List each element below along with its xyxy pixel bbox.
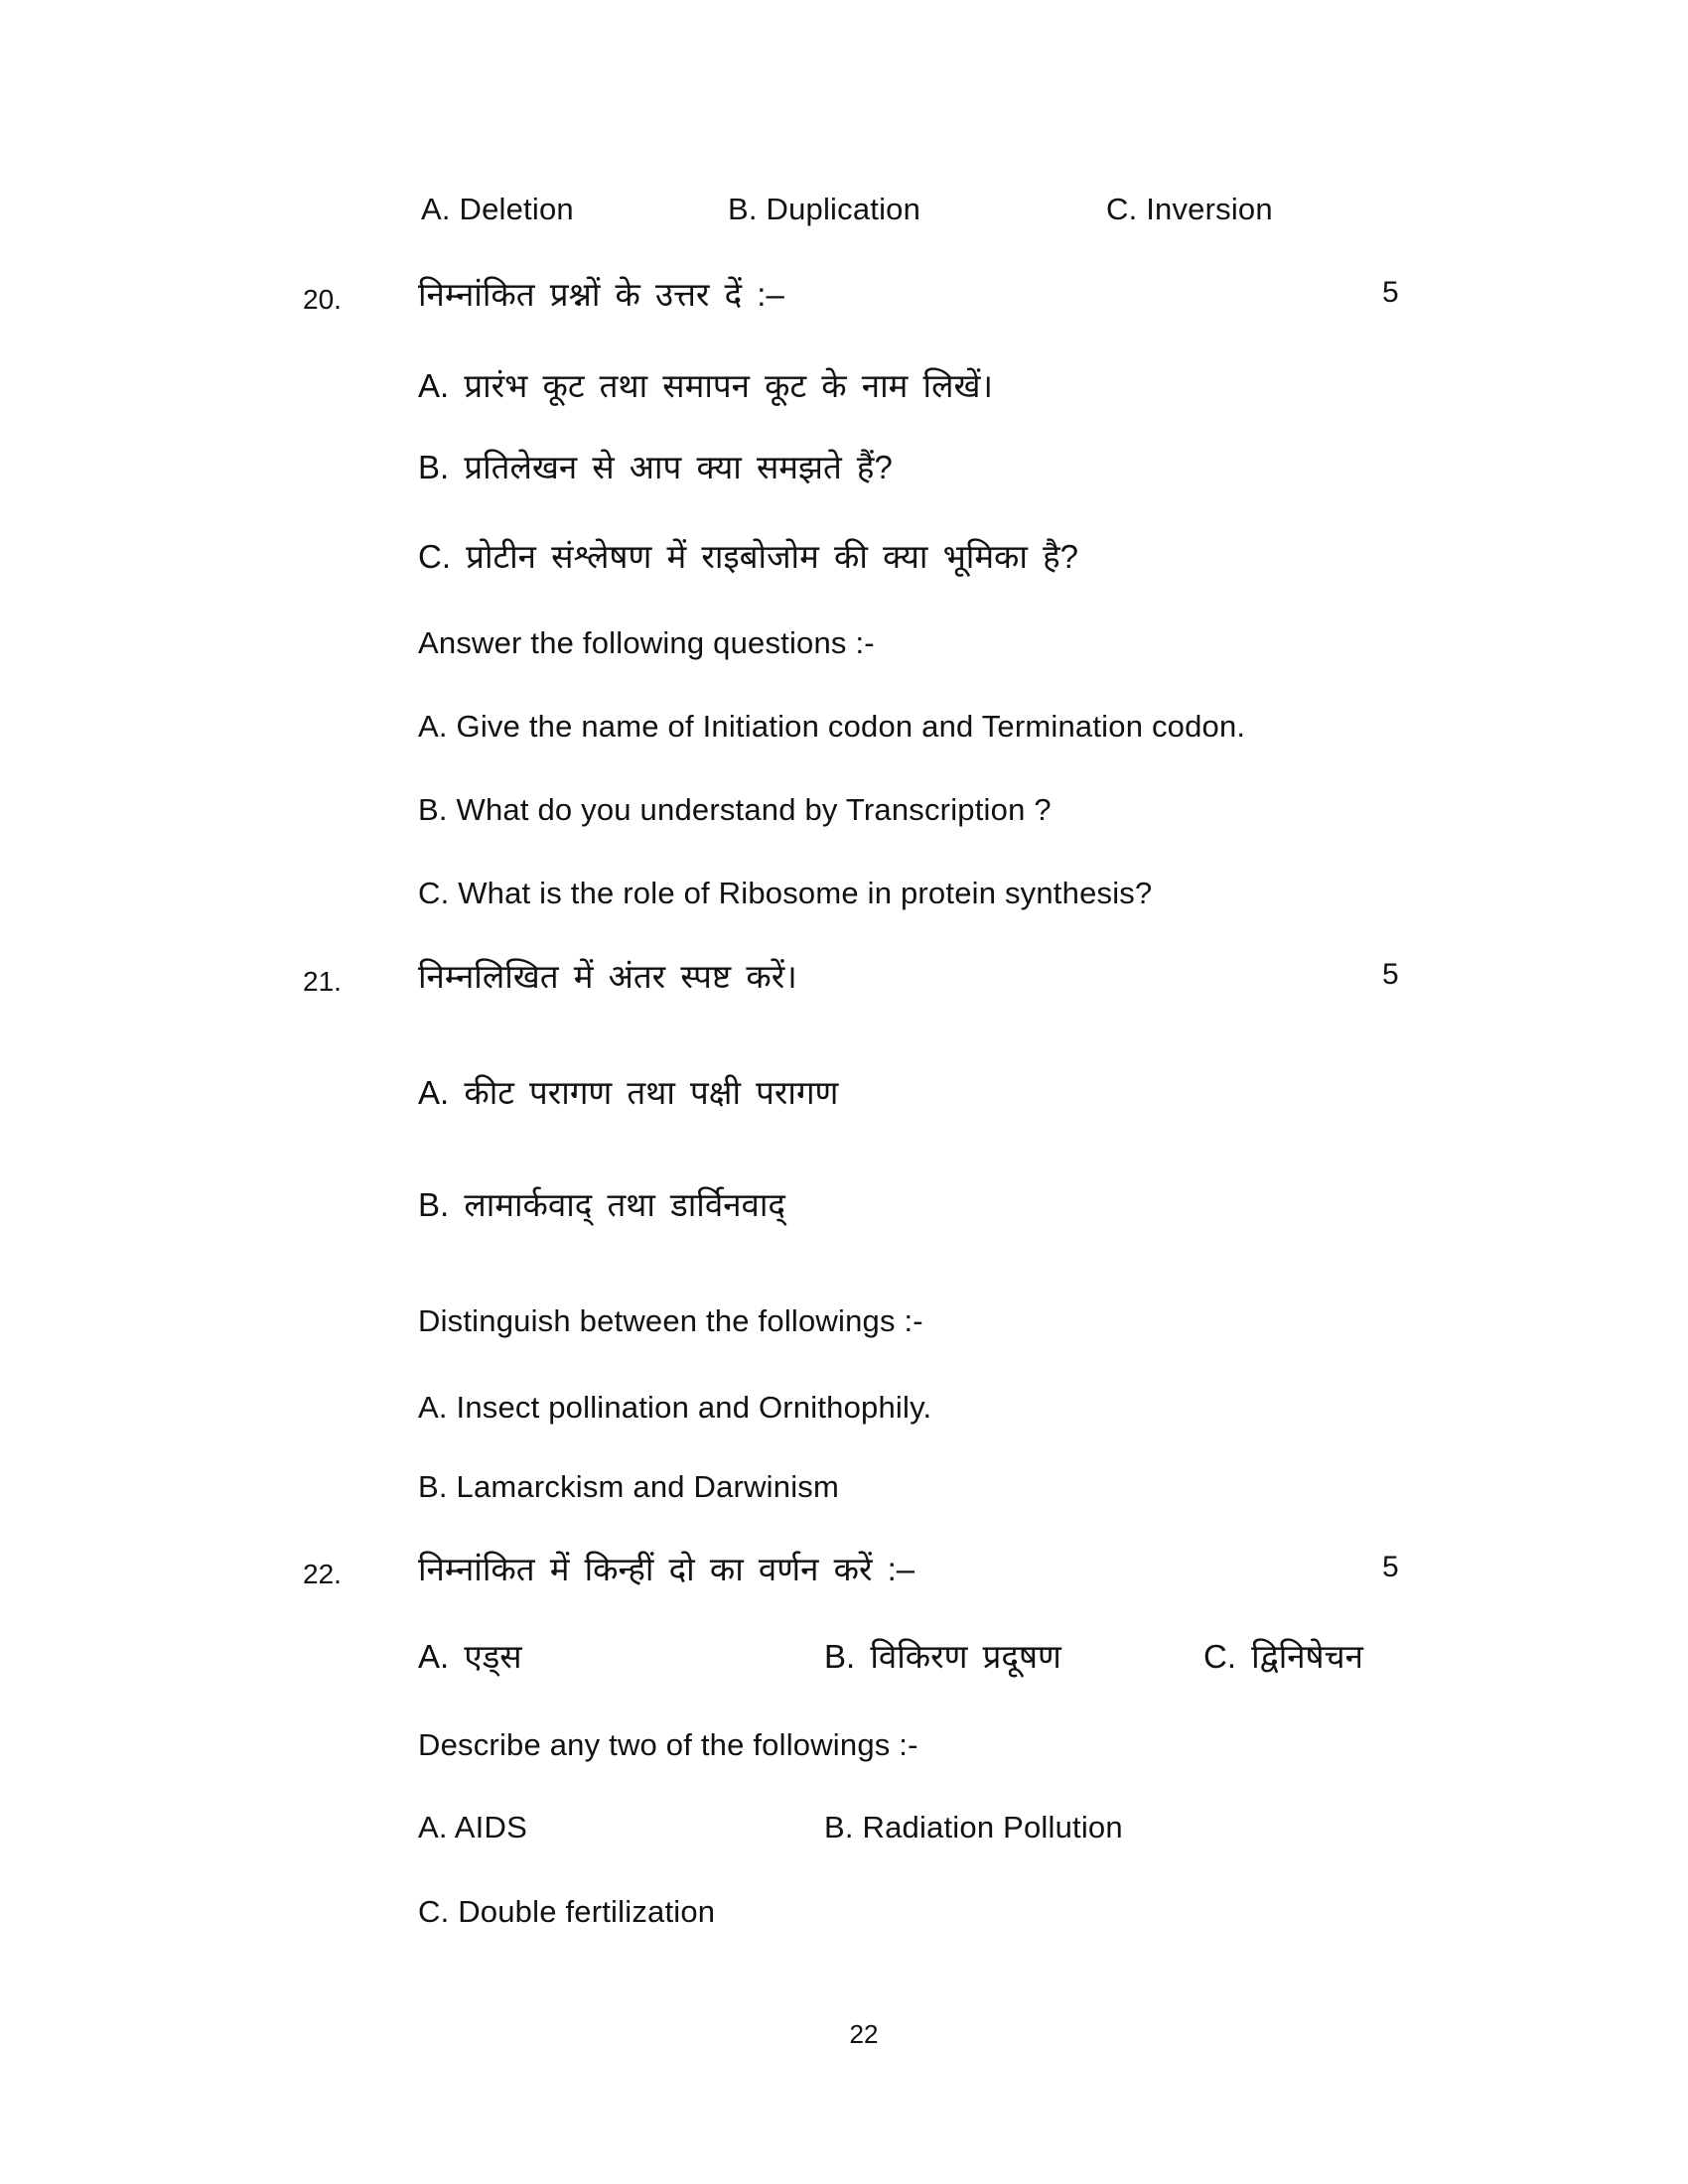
question-22-marks: 5 [1382, 1551, 1399, 1583]
question-20-prompt-hindi: निम्नांकित प्रश्नों के उत्तर दें :– [418, 276, 784, 313]
question-22-english-option-b: B. Radiation Pollution [824, 1810, 1123, 1844]
question-20-english-item-b: B. What do you understand by Transcription ? [418, 792, 1052, 827]
question-21-marks: 5 [1382, 958, 1399, 991]
question-20-english-item-c: C. What is the role of Ribosome in protein synthesis? [418, 876, 1153, 910]
question-22-number: 22. [303, 1559, 342, 1589]
question-20-hindi-item-c: C. प्रोटीन संश्लेषण में राइबोजोम की क्या भूमिका है? [418, 538, 1078, 575]
question-21-number: 21. [303, 966, 342, 997]
question-22-english-option-a: A. AIDS [418, 1810, 527, 1844]
prev-question-option-a: A. Deletion [421, 192, 574, 226]
question-20-hindi-item-b: B. प्रतिलेखन से आप क्या समझते हैं? [418, 449, 893, 485]
question-21-prompt-english: Distinguish between the followings :- [418, 1303, 923, 1338]
question-21-prompt-hindi: निम्नलिखित में अंतर स्पष्ट करें। [418, 958, 797, 995]
question-22-prompt-hindi: निम्नांकित में किन्हीं दो का वर्णन करें :– [418, 1551, 915, 1587]
question-22-prompt-english: Describe any two of the followings :- [418, 1727, 918, 1762]
question-20-hindi-item-a: A. प्रारंभ कूट तथा समापन कूट के नाम लिखें। [418, 367, 993, 404]
question-21-hindi-item-b: B. लामार्कवाद् तथा डार्विनवाद् [418, 1186, 785, 1223]
question-20-prompt-english: Answer the following questions :- [418, 625, 875, 660]
question-20-number: 20. [303, 284, 342, 315]
question-21-english-item-b: B. Lamarckism and Darwinism [418, 1469, 840, 1504]
question-21-english-item-a: A. Insect pollination and Ornithophily. [418, 1390, 932, 1425]
question-20-english-item-a: A. Give the name of Initiation codon and Termination codon. [418, 709, 1246, 744]
prev-question-option-c: C. Inversion [1106, 192, 1273, 226]
question-22-hindi-option-a: A. एड्स [418, 1638, 522, 1675]
question-22-hindi-option-c: C. द्विनिषेचन [1203, 1638, 1363, 1675]
page-number: 22 [849, 2019, 879, 2049]
question-20-marks: 5 [1382, 276, 1399, 309]
prev-question-option-b: B. Duplication [728, 192, 921, 226]
question-22-hindi-option-b: B. विकिरण प्रदूषण [824, 1638, 1061, 1675]
question-21-hindi-item-a: A. कीट परागण तथा पक्षी परागण [418, 1074, 839, 1111]
question-22-english-option-c: C. Double fertilization [418, 1894, 716, 1929]
